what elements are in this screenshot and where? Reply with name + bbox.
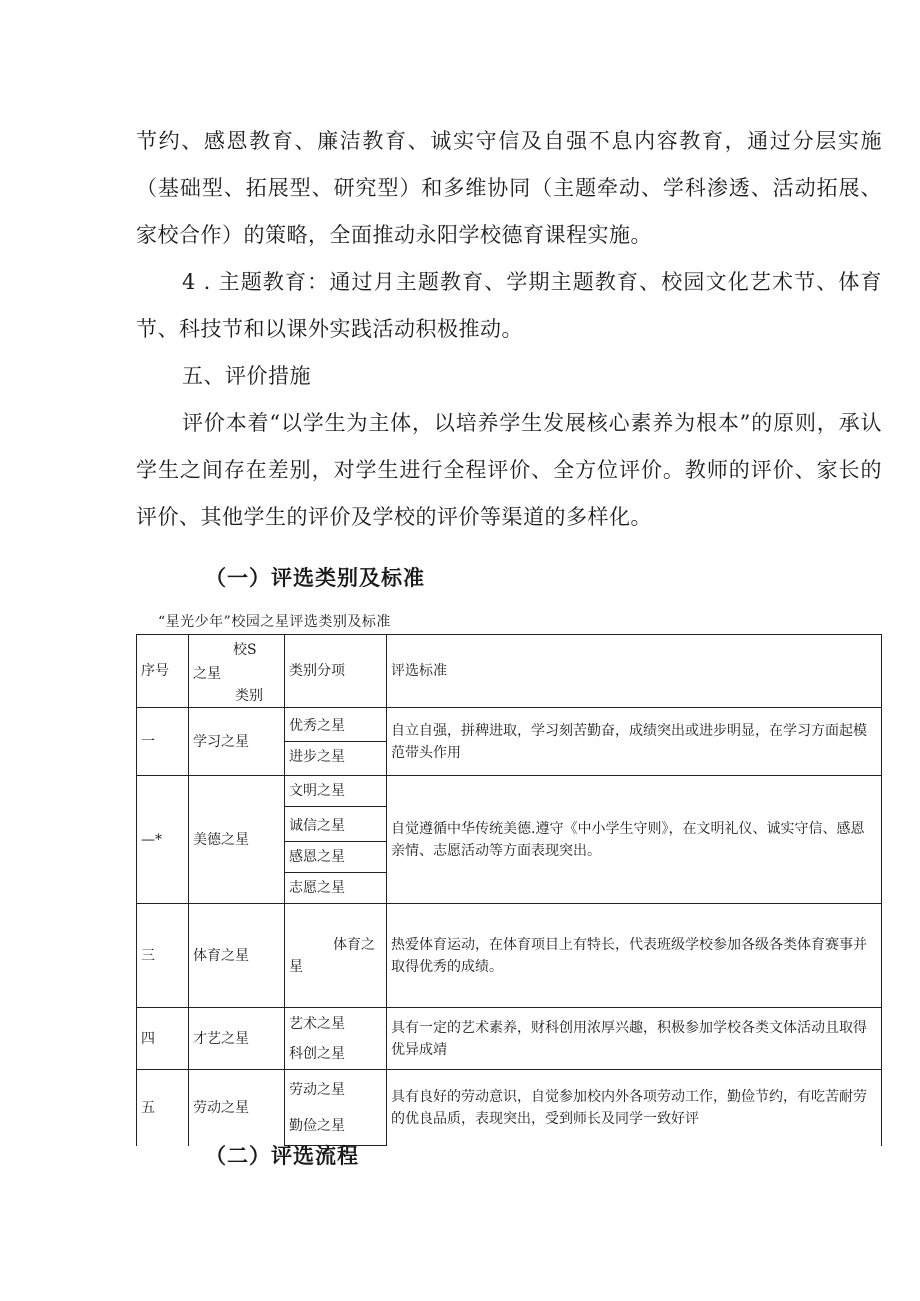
- table-caption: “星光少年”校园之星评选类别及标准: [158, 614, 391, 630]
- header-no: 序号: [137, 635, 189, 708]
- criteria-table: [136, 634, 882, 1146]
- heading-selection-process: （二）评选流程: [205, 1144, 359, 1168]
- row-standard: 自觉遵循中华传统美德.遵守《中小学生守则》，在文明礼仪、诚实守信、感恩亲情、志愿活动等方面表现突出。: [387, 776, 882, 904]
- subcategory-item: 劳动之星: [289, 1081, 345, 1098]
- header-subcategory: 类别分项: [285, 635, 387, 708]
- row-category: 才艺之星: [189, 1008, 285, 1070]
- paragraph-evaluation: 评价本着“以学生为主体，以培养学生发展核心素养为根本”的原则，承认学生之间存在差别，对学生进行全程评价、全方位评价。教师的评价、家长的评价、其他学生的评价及学校的评价等渠道的多样化。: [136, 411, 882, 529]
- subcategory-item: 优秀之星: [285, 711, 386, 742]
- subcategory-item: 艺术之星: [289, 1015, 345, 1032]
- section-title-evaluation: 五、评价措施: [182, 364, 311, 388]
- row-subcategories: [285, 1070, 387, 1146]
- paragraph-curriculum: 节约、感恩教育、廉洁教育、诚实守信及自强不息内容教育，通过分层实施（基础型、拓展型、研究型）和多维协同（主题牵动、学科渗透、活动拓展、家校合作）的策略，全面推动永阳学校德育课程实施。: [136, 129, 882, 247]
- paragraph-theme-education: 4 . 主题教育：通过月主题教育、学期主题教育、校园文化艺术节、体育节、科技节和以课外实践活动积极推动。: [136, 270, 882, 341]
- row-category: 体育之星: [189, 904, 285, 1008]
- row-no: —*: [137, 776, 189, 904]
- subcategory-item: 进步之星: [289, 749, 345, 765]
- row-category: 学习之星: [189, 708, 285, 776]
- heading-selection-criteria: （一）评选类别及标准: [205, 566, 425, 590]
- row-no: 五: [137, 1070, 189, 1146]
- header-category-b: 之星: [193, 666, 221, 682]
- row-no: 三: [137, 904, 189, 1008]
- subcategory-item: 感恩之星: [285, 842, 386, 873]
- table-row: [137, 1008, 882, 1070]
- row-subcategories: [285, 776, 387, 904]
- subcategory-item: 文明之星: [285, 776, 386, 807]
- row-category: 劳动之星: [189, 1070, 285, 1146]
- row-no: 四: [137, 1008, 189, 1070]
- subcategory-item: 勤俭之星: [289, 1117, 345, 1134]
- row-no: 一: [137, 708, 189, 776]
- header-category-c: 类别: [235, 688, 263, 704]
- subcategory-item: 志愿之星: [289, 880, 345, 896]
- table-row: [137, 776, 882, 904]
- table-header-row: [137, 635, 882, 708]
- subcategory-item-a: 体育之: [333, 936, 375, 953]
- header-standard: 评选标准: [387, 635, 882, 708]
- row-standard: 具有一定的艺术素养，财科创用浓厚兴趣，积极参加学校各类文体活动且取得优异成靖: [387, 1008, 882, 1070]
- row-standard: 热爱体育运动，在体育项目上有特长，代表班级学校参加各级各类体育赛事并取得优秀的成绩。: [387, 904, 882, 1008]
- row-subcategories: [285, 1008, 387, 1070]
- table-row: [137, 904, 882, 1008]
- table-row: [137, 1070, 882, 1146]
- header-category: [189, 635, 285, 708]
- subcategory-item: 诚信之星: [285, 807, 386, 842]
- row-standard: 自立自强，拼稗进取，学习刻苦勤奋，成绩突出或进步明显，在学习方面起模范带头作用: [387, 708, 882, 776]
- row-standard: 具有良好的劳动意识，自觉参加校内外各项劳动工作，勤俭节约，有吃苦耐劳的优良品质，表现突出，受到师长及同学一致好评: [387, 1070, 882, 1146]
- row-category: 美德之星: [189, 776, 285, 904]
- row-subcategories: [285, 708, 387, 776]
- subcategory-item: 科创之星: [289, 1045, 345, 1062]
- subcategory-item-b: 星: [289, 958, 303, 975]
- header-category-a: 校S: [233, 642, 257, 658]
- row-subcategories: [285, 904, 387, 1008]
- table-row: [137, 708, 882, 776]
